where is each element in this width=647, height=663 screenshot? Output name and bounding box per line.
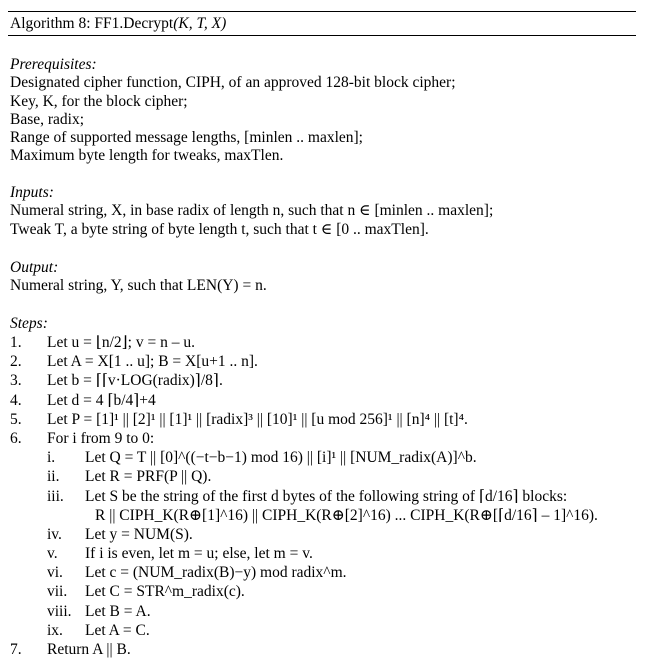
output-section: Output: Numeral string, Y, such that LEN(Y) = n. [10,259,639,296]
substep-number: ix. [47,621,63,639]
step-row [10,429,639,448]
substep-row [10,525,639,544]
substep-text: If i is even, let m = u; else, let m = v. [85,545,313,563]
substep-row [10,563,639,582]
step-row [10,371,639,390]
substep-row [10,602,639,621]
prerequisites-heading: Prerequisites [10,56,92,73]
substep-continuation [10,506,639,525]
substep-row [10,544,639,563]
substep-row [10,582,639,601]
step-number: 5. [10,410,22,428]
step-number: 1. [10,334,22,351]
substep-number: viii. [47,602,72,620]
substep-row [10,448,639,467]
substep-text: Let c = (NUM_radix(B)−y) mod radix^m. [85,564,347,582]
step-row [10,391,639,410]
steps-section: Steps: 1. Let u = ⌊n/2⌋; v = n – u. 2. Let A = X[1 .. u]; B = X[u+1 .. n]. 3. Let b = ⌈⌈v·LOG(radix)⌉/8⌉. 4. Let d = 4 ⌈b/4⌉+4 5. Let P = [1]¹ || [2]¹ || [1]¹ || [radix]³ || [10]¹ || [u mod 256]¹ || [n]⁴ || [t]⁴. 6. For i from 9 to 0: i. Let Q = T || [0]^((−t−b−1) mod 16) || [i]¹ || [NUM_radix(A)]^b. ii. Let R = PRF(P || Q). iii. Let S be the string of the first d bytes of the following string of ⌈d/16⌉ blocks: R || CIPH_K(R⊕[1]^16) || CIPH_K(R⊕[2]^16) ... CIPH_K(R⊕[⌈d/16⌉ – 1]^16). iv. Let y = NUM(S). v. If i is even, let m = u; else, let m = v. vi. Let c = (NUM_radix(B)−y) mod radix^m. vii. Let C = STR^m_radix(c). viii. Let B = A. ix. Let A = C. 7. Return A || B. [10,315,639,659]
steps-heading: Steps [10,315,43,332]
title-rule [8,35,636,36]
step-row [10,640,639,659]
inputs-heading: Inputs [10,184,49,201]
step-number: 6. [10,429,22,447]
step-number: 7. [10,641,22,658]
step-number: 3. [10,372,22,390]
substep-text: Let B = A. [85,602,151,620]
substep-text: Let A = C. [85,621,150,639]
substep-number: i. [47,449,56,467]
prereq-item: Range of supported message lengths, [minlen .. maxlen]; [10,129,363,147]
step-text: Let A = X[1 .. u]; B = X[u+1 .. n]. [47,353,258,371]
substep-row [10,621,639,640]
title-args: (K, T, X) [173,15,227,32]
substep-text: Let C = STR^m_radix(c). [85,583,245,601]
inputs-section: Inputs: Numeral string, X, in base radix of length n, such that n ∈ [minlen .. maxlen]; Tweak T, a byte string of byte length t, such that t ∈ [0 .. maxTlen]. [10,184,639,239]
top-rule [8,11,636,12]
substep-row [10,467,639,486]
algorithm-title [10,14,226,34]
prerequisites-section: Prerequisites: Designated cipher function, CIPH, of an approved 128-bit block cipher; Key, K, for the block cipher; Base, radix; Range of supported message lengths, [minlen .. maxlen]; Maximum byte length for tweaks, maxTlen. [10,56,639,166]
substep-text: Let S be the string of the first d bytes of the following string of ⌈d/16⌉ blocks: [85,487,568,505]
substep-number: ii. [47,468,60,486]
step-row [10,333,639,352]
substep-number: iii. [47,487,64,505]
prereq-item: Designated cipher function, CIPH, of an approved 128-bit block cipher; [10,74,456,92]
substep-continuation-text: R || CIPH_K(R⊕[1]^16) || CIPH_K(R⊕[2]^16) ... CIPH_K(R⊕[⌈d/16⌉ – 1]^16). [95,506,598,524]
substep-number: vii. [47,583,68,601]
step-text: Let d = 4 ⌈b/4⌉+4 [47,391,156,409]
substep-row [10,487,639,506]
input-item: Tweak T, a byte string of byte length t, such that t ∈ [0 .. maxTlen]. [10,220,429,238]
step-text: Return A || B. [47,641,131,658]
substep-number: vi. [47,564,63,582]
step-number: 2. [10,353,22,371]
substep-number: iv. [47,525,62,543]
substep-number: v. [47,545,58,563]
step-number: 4. [10,391,22,409]
step-text: Let P = [1]¹ || [2]¹ || [1]¹ || [radix]³ || [10]¹ || [u mod 256]¹ || [n]⁴ || [t]⁴. [47,410,468,428]
title-name: FF1.Decrypt [94,15,174,32]
prereq-item: Base, radix; [10,110,85,128]
substep-text: Let y = NUM(S). [85,525,193,543]
step-text: For i from 9 to 0: [47,429,155,447]
output-item: Numeral string, Y, such that LEN(Y) = n. [10,277,267,295]
step-text: Let b = ⌈⌈v·LOG(radix)⌉/8⌉. [47,372,223,390]
prereq-item: Maximum byte length for tweaks, maxTlen. [10,147,284,165]
input-item: Numeral string, X, in base radix of length n, such that n ∈ [minlen .. maxlen]; [10,202,494,220]
substep-text: Let R = PRF(P || Q). [85,468,212,486]
substep-text: Let Q = T || [0]^((−t−b−1) mod 16) || [i]¹ || [NUM_radix(A)]^b. [85,449,477,467]
step-row [10,410,639,429]
step-row [10,352,639,371]
prereq-item: Key, K, for the block cipher; [10,92,188,110]
output-heading: Output [10,259,54,276]
step-text: Let u = ⌊n/2⌋; v = n – u. [47,334,195,351]
title-label: Algorithm 8: [10,15,91,32]
